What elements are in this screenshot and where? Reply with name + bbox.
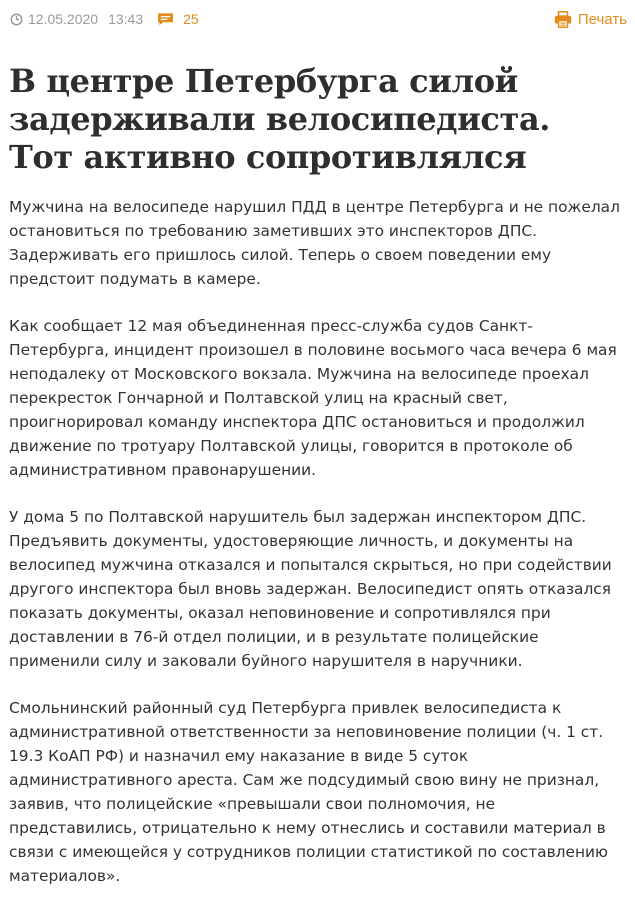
print-button[interactable] bbox=[554, 11, 627, 28]
article-body bbox=[9, 195, 624, 911]
clock-icon bbox=[10, 13, 23, 26]
publish-date: 12.05.2020 bbox=[28, 11, 99, 27]
article-title: В центре Петербурга силой задерживали велосипедиста. Тот активно сопротивлялся bbox=[9, 62, 551, 176]
article-paragraph: Смольнинский районный суд Петербурга привлек велосипедиста к административной ответственности за неповиновение полиции (ч. 1 ст. 19.3 КоАП РФ) и назначил ему наказание в виде 5 суток административного ареста. Сам же подсудимый свою вину не признал, заявив, что полицейские «превышали свои полномочия, не представились, отрицательно к нему отнеслись и составили материал в связи с имеющейся у сотрудников полиции статистикой по составлению материалов». bbox=[9, 699, 609, 885]
printer-icon bbox=[554, 11, 572, 28]
comments-count: 25 bbox=[183, 11, 199, 27]
publish-datetime bbox=[10, 11, 143, 27]
publish-time: 13:43 bbox=[108, 11, 144, 27]
article-meta-bar bbox=[10, 8, 627, 30]
comment-icon bbox=[157, 12, 174, 26]
comments-link[interactable] bbox=[157, 11, 199, 27]
print-label: Печать bbox=[577, 10, 627, 28]
article-paragraph: Как сообщает 12 мая объединенная пресс-служба судов Санкт-Петербурга, инцидент произошел в половине восьмого часа вечера 6 мая неподалеку от Московского вокзала. Мужчина на велосипеде проехал перекресток Гончарной и Полтавской улиц на красный свет, проигнорировал команду инспектора ДПС остановиться и продолжил движение по тротуару Полтавской улицы, говорится в протоколе об административном правонарушении. bbox=[9, 317, 617, 479]
article-paragraph: Мужчина на велосипеде нарушил ПДД в центре Петербурга и не пожелал остановиться по требованию заметивших это инспекторов ДПС. Задерживать его пришлось силой. Теперь о своем поведении ему предстоит подумать в камере. bbox=[9, 198, 620, 288]
article-paragraph: У дома 5 по Полтавской нарушитель был задержан инспектором ДПС. Предъявить документы, удостоверяющие личность, и документы на велосипед мужчина отказался и попытался скрыться, но при содействии другого инспектора был вновь задержан. Велосипедист опять отказался показать документы, оказал неповиновение и сопротивлялся при доставлении в 76-й отдел полиции, и в результате полицейские применили силу и заковали буйного нарушителя в наручники. bbox=[9, 508, 612, 670]
